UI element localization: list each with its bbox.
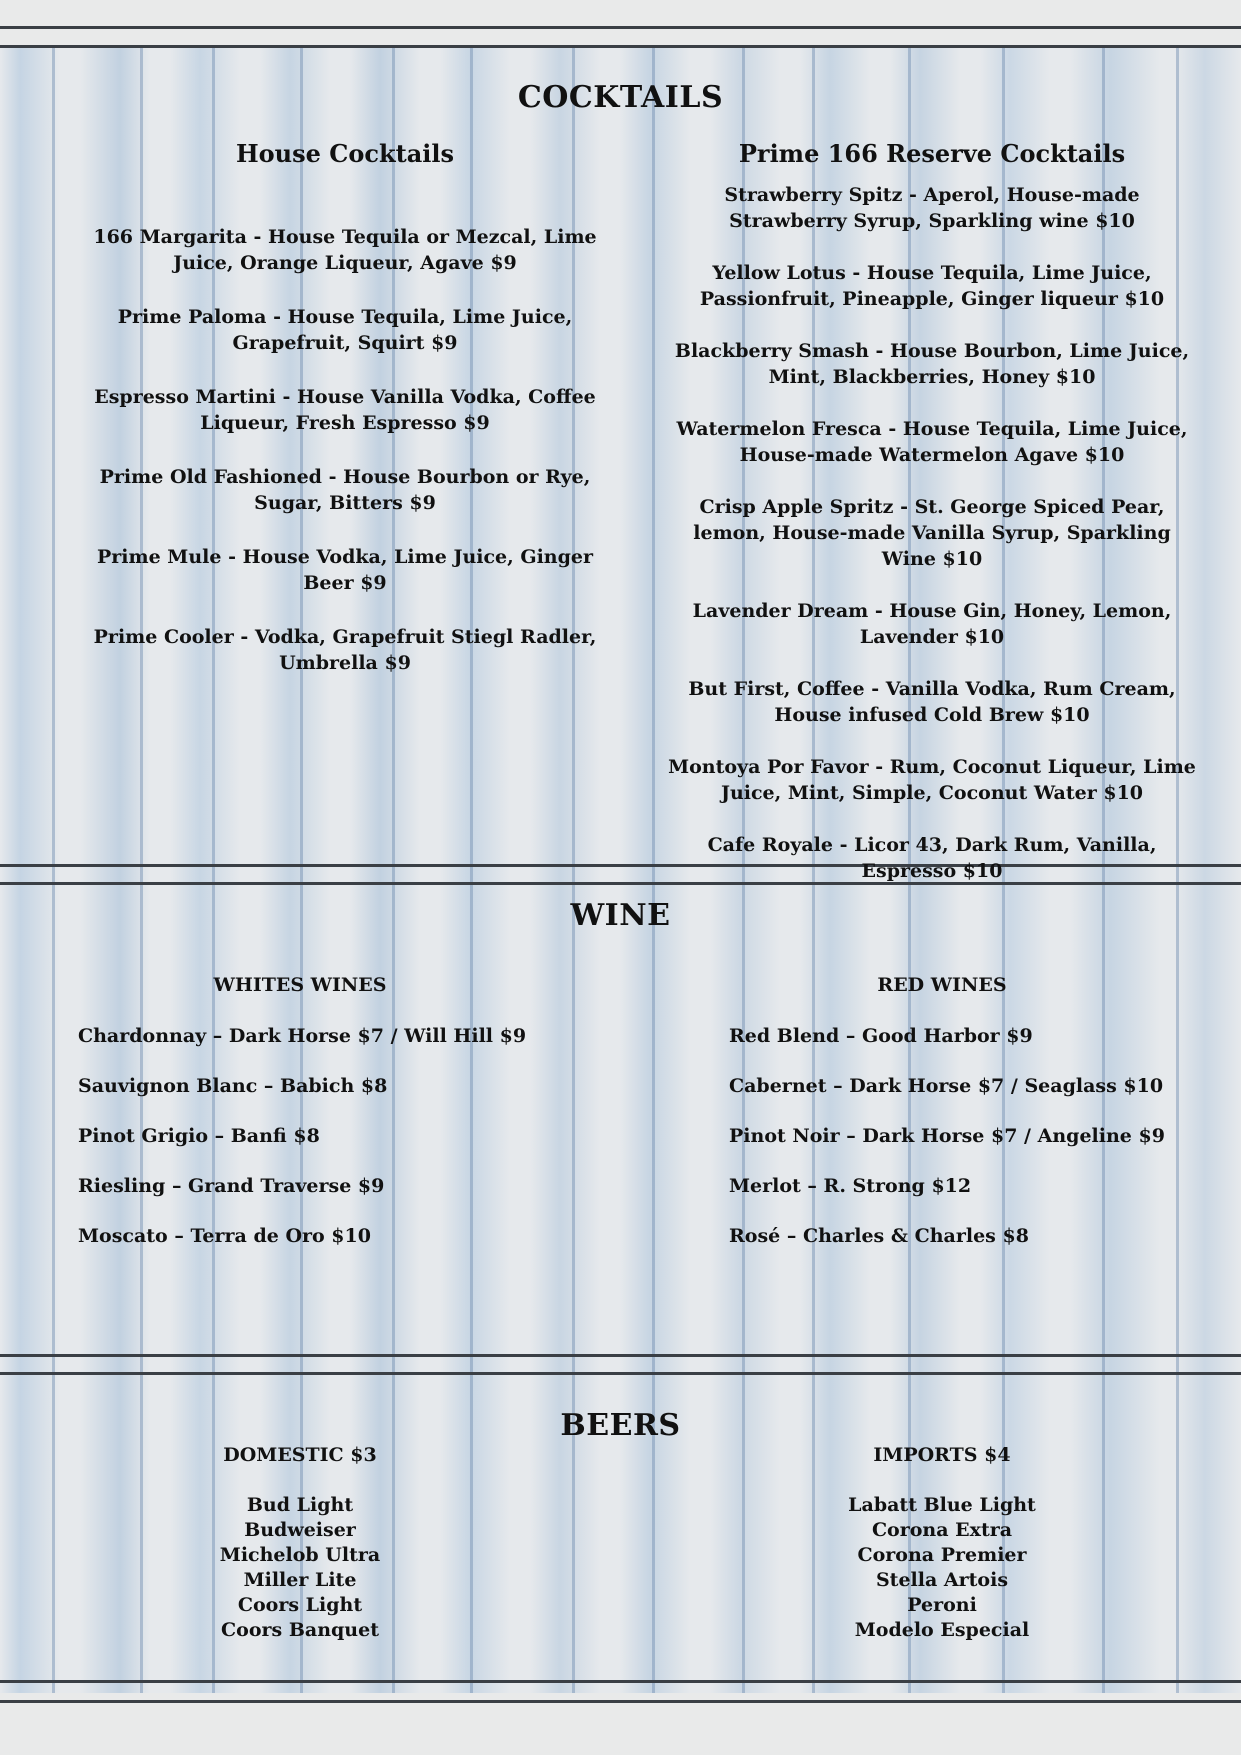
- beers-title: BEERS: [560, 1408, 681, 1443]
- divider-rule: [0, 26, 1241, 29]
- house-cocktails-column: [90, 140, 600, 676]
- wine-title: WINE: [570, 898, 671, 933]
- beer-item: Corona Premier: [857, 1544, 1027, 1566]
- cocktail-item: 166 Margarita - House Tequila or Mezcal, Lime Juice, Orange Liqueur, Agave $9: [93, 226, 597, 274]
- wine-item: Pinot Noir – Dark Horse $7 / Angeline $9: [729, 1125, 1165, 1147]
- cocktail-item: Prime Cooler - Vodka, Grapefruit Stiegl Radler, Umbrella $9: [93, 626, 597, 674]
- background-streak: [52, 48, 55, 1693]
- cocktail-item: Prime Old Fashioned - House Bourbon or Rye, Sugar, Bitters $9: [99, 466, 591, 514]
- cocktail-item: Prime Paloma - House Tequila, Lime Juice, Grapefruit, Squirt $9: [117, 306, 573, 354]
- house-cocktails-heading: House Cocktails: [235, 139, 454, 168]
- beer-item: Bud Light: [246, 1494, 354, 1516]
- beer-item: Budweiser: [244, 1519, 356, 1541]
- beer-item: Miller Lite: [243, 1569, 357, 1591]
- beer-item: Coors Banquet: [221, 1619, 379, 1641]
- imports-beers-heading: IMPORTS $4: [873, 1444, 1011, 1466]
- reserve-cocktails-heading: Prime 166 Reserve Cocktails: [738, 139, 1126, 168]
- divider-rule: [0, 45, 1241, 48]
- cocktail-item: Yellow Lotus - House Tequila, Lime Juice, Passionfruit, Pineapple, Ginger liqueur $10: [699, 262, 1165, 310]
- domestic-beers-heading: DOMESTIC $3: [223, 1444, 377, 1466]
- wine-item: Moscato – Terra de Oro $10: [78, 1225, 371, 1247]
- white-wines-heading: WHITES WINES: [213, 974, 387, 996]
- white-wines-list: [78, 1023, 598, 1273]
- wine-item: Pinot Grigio – Banfi $8: [78, 1125, 320, 1147]
- cocktail-item: Crisp Apple Spritz - St. George Spiced Pear, lemon, House-made Vanilla Syrup, Sparkling Wine $10: [693, 496, 1171, 570]
- cocktail-item: Lavender Dream - House Gin, Honey, Lemon, Lavender $10: [692, 600, 1172, 648]
- red-wines-heading: RED WINES: [877, 974, 1007, 996]
- beer-item: Labatt Blue Light: [848, 1494, 1036, 1516]
- divider-rule: [0, 1700, 1241, 1703]
- wine-item: Chardonnay – Dark Horse $7 / Will Hill $9: [78, 1025, 527, 1047]
- beer-item: Peroni: [907, 1594, 977, 1616]
- wine-item: Merlot – R. Strong $12: [729, 1175, 972, 1197]
- domestic-beers-list: [170, 1493, 430, 1643]
- cocktail-item: Strawberry Spitz - Aperol, House-made Strawberry Syrup, Sparkling wine $10: [724, 184, 1140, 232]
- wine-item: Sauvignon Blanc – Babich $8: [78, 1075, 388, 1097]
- beer-item: Michelob Ultra: [219, 1544, 381, 1566]
- beer-item: Stella Artois: [875, 1569, 1009, 1591]
- cocktail-item: Prime Mule - House Vodka, Lime Juice, Ginger Beer $9: [96, 546, 594, 594]
- beer-item: Modelo Especial: [854, 1619, 1030, 1641]
- beer-item: Coors Light: [237, 1594, 363, 1616]
- divider-rule: [0, 1372, 1241, 1375]
- cocktail-item: Cafe Royale - Licor 43, Dark Rum, Vanilla, Espresso $10: [707, 834, 1157, 882]
- wine-item: Red Blend – Good Harbor $9: [729, 1025, 1033, 1047]
- beer-item: Corona Extra: [871, 1519, 1013, 1541]
- cocktails-title: COCKTAILS: [517, 80, 724, 115]
- background-streak: [652, 48, 655, 1693]
- cocktail-item: Blackberry Smash - House Bourbon, Lime Juice, Mint, Blackberries, Honey $10: [674, 340, 1190, 388]
- wine-item: Riesling – Grand Traverse $9: [78, 1175, 385, 1197]
- divider-rule: [0, 1354, 1241, 1357]
- imports-beers-list: [812, 1493, 1072, 1643]
- cocktail-item: But First, Coffee - Vanilla Vodka, Rum Cream, House infused Cold Brew $10: [688, 678, 1176, 726]
- red-wines-list: [729, 1023, 1229, 1273]
- divider-rule: [0, 1680, 1241, 1683]
- cocktail-item: Montoya Por Favor - Rum, Coconut Liqueur, Lime Juice, Mint, Simple, Coconut Water $10: [668, 756, 1196, 804]
- wine-item: Rosé – Charles & Charles $8: [729, 1225, 1029, 1247]
- cocktail-item: Espresso Martini - House Vanilla Vodka, Coffee Liqueur, Fresh Espresso $9: [94, 386, 596, 434]
- reserve-cocktails-column: [667, 140, 1197, 884]
- cocktail-item: Watermelon Fresca - House Tequila, Lime Juice, House-made Watermelon Agave $10: [676, 418, 1188, 466]
- wine-item: Cabernet – Dark Horse $7 / Seaglass $10: [729, 1075, 1164, 1097]
